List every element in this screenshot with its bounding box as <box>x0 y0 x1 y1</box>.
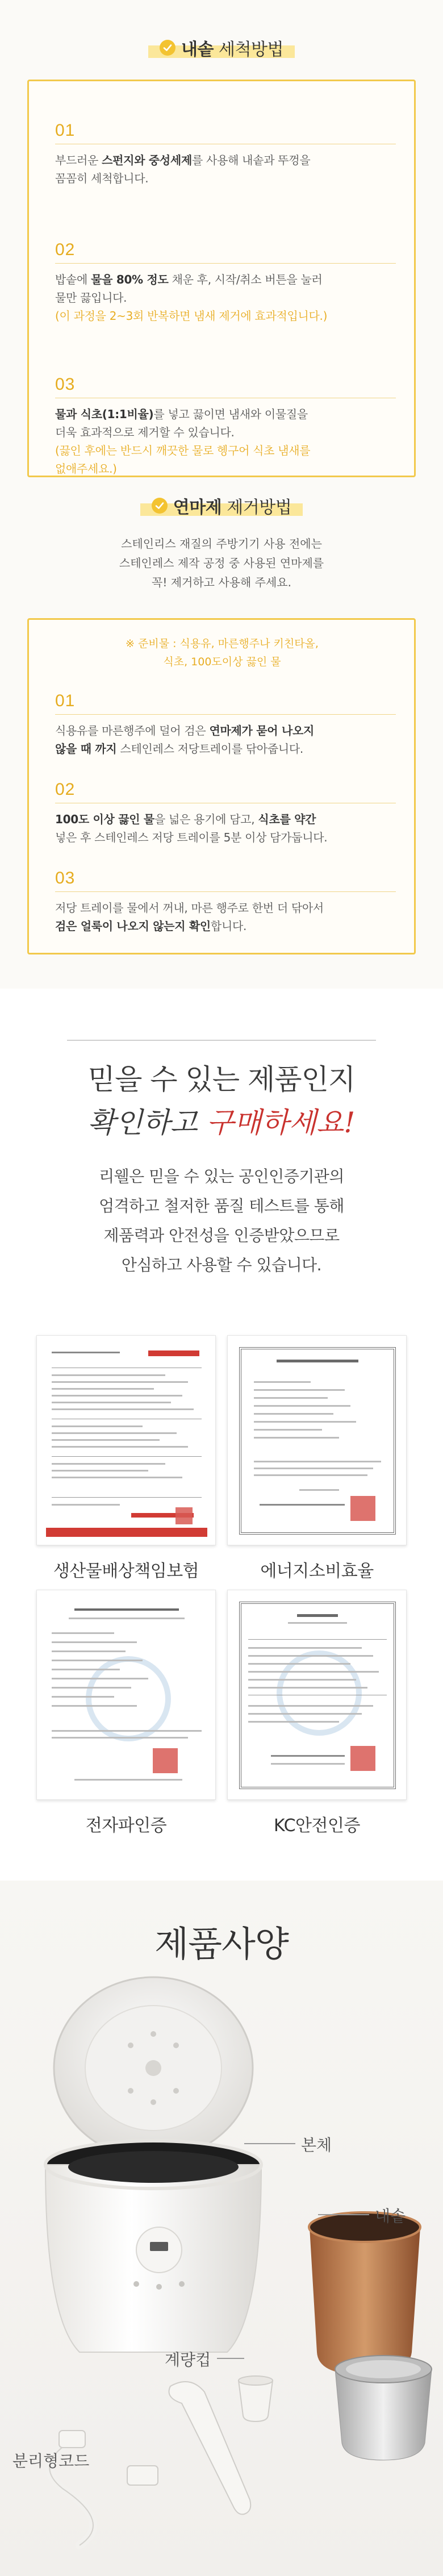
polish-step-3 <box>55 869 396 935</box>
rice-spatula <box>169 2382 251 2514</box>
step-text-bold: 않을 때 까지 <box>55 742 117 756</box>
cert-title-line2 <box>0 1100 443 1141</box>
desc-line: 제품력과 안전성을 인증받았으므로 <box>103 1226 340 1245</box>
pot-heading-rest: 세척방법 <box>219 40 283 60</box>
leader-line <box>217 2358 244 2359</box>
supplies-line: 식초, 100도이상 끓인 물 <box>163 656 281 668</box>
part-label-inner-pot: 내솥 <box>375 2207 406 2225</box>
step-text-bold: 물과 식초(1:1비율) <box>55 407 154 421</box>
cert-label-energy: 에너지소비효율 <box>260 1561 374 1581</box>
cert-image-insurance <box>36 1335 216 1545</box>
pot-step-1 <box>55 121 396 187</box>
desc-line: 리웰은 믿을 수 있는 공인인증기관의 <box>99 1167 344 1186</box>
desc-line: 안심하고 사용할 수 있습니다. <box>121 1256 322 1274</box>
pot-cleaning-heading <box>0 35 443 60</box>
step-text: 물만 끓입니다. <box>55 291 127 305</box>
step-text-bold: 검은 얼룩이 나오지 않는지 확인 <box>55 919 211 933</box>
step-text-bold: 연마제가 묻어 나오지 <box>209 724 315 737</box>
polish-intro <box>0 534 443 592</box>
inner-pot <box>309 2212 420 2375</box>
cert-label-insurance: 생산물배상책임보험 <box>53 1561 199 1581</box>
pot-cleaning-box <box>27 80 416 477</box>
cert-image-kc-safety <box>227 1590 407 1800</box>
pot-step-2 <box>55 240 396 325</box>
section-divider <box>67 1040 376 1041</box>
step-text: 를 사용해 내솥과 뚜껑을 <box>191 153 311 167</box>
polish-step-1 <box>55 691 396 758</box>
step-text: 를 넣고 끓이면 냄새와 이물질을 <box>153 407 308 421</box>
step-text: 저당 트레이를 물에서 꺼내, 마른 행주로 한번 더 닦아서 <box>55 901 324 915</box>
step-text: 스테인레스 저당트레이를 닦아줍니다. <box>116 742 303 756</box>
intro-line: 스테인레스 제작 공정 중 사용된 연마제를 <box>119 556 324 570</box>
leader-line <box>244 2143 295 2144</box>
part-label-body: 본체 <box>301 2136 332 2154</box>
polish-heading-bold: 연마제 <box>173 498 222 518</box>
step-text: 식용유를 마른행주에 덜어 검은 <box>55 724 210 737</box>
spec-title: 제품사양 <box>154 1923 289 1965</box>
pot-step-3 <box>55 375 396 478</box>
cert-image-energy <box>227 1335 407 1545</box>
power-cord <box>49 2431 158 2545</box>
cert-title-highlight: 구매하세요! <box>206 1106 356 1139</box>
step-note: 없애주세요.) <box>55 462 117 476</box>
step-text: 꼼꼼히 세척합니다. <box>55 172 149 185</box>
step-text: 더욱 효과적으로 제거할 수 있습니다. <box>55 426 235 439</box>
pot-heading-bold: 내솥 <box>181 40 214 60</box>
leader-line <box>318 2214 369 2215</box>
care-section <box>0 0 443 989</box>
rice-cooker-illustration <box>0 1954 443 2576</box>
step-number: 01 <box>55 121 76 140</box>
polish-removal-heading <box>0 493 443 518</box>
step-text-bold: 스펀지와 중성세제 <box>102 153 192 167</box>
step-note: (이 과정을 2~3회 반복하면 냄새 제거에 효과적입니다.) <box>55 309 328 323</box>
part-label-measuring-cup: 계량컵 <box>165 2350 211 2369</box>
polish-step-2 <box>55 780 396 847</box>
step-number: 02 <box>55 240 76 259</box>
step-text: 채운 후, 시작/취소 버튼을 눌러 <box>168 273 323 286</box>
step-text-bold: 물을 80% 정도 <box>91 273 169 286</box>
supplies-line: ※ 준비물 : 식용유, 마른행주나 키친타올, <box>126 637 319 650</box>
cert-title-part: 확인하고 <box>87 1106 207 1139</box>
step-text-bold: 100도 이상 끓인 물 <box>55 812 154 826</box>
cooker-body <box>45 2141 261 2352</box>
step-text: 부드러운 <box>55 153 102 167</box>
part-label-detachable-cord: 분리형코드 <box>12 2452 90 2470</box>
cooker-lid <box>54 1977 253 2159</box>
cert-image-emc <box>36 1590 216 1800</box>
step-number: 03 <box>55 375 76 394</box>
cert-description <box>0 1162 443 1280</box>
polish-removal-box <box>27 618 416 954</box>
cert-label-kc-safety: KC안전인증 <box>274 1816 360 1836</box>
step-text: 합니다. <box>210 919 247 933</box>
check-circle-icon <box>160 40 175 56</box>
step-text: 을 넓은 용기에 담고, <box>154 812 258 826</box>
supplies-note <box>29 635 415 671</box>
spec-section <box>0 1881 443 2576</box>
step-text: 넣은 후 스테인레스 저당 트레이를 5분 이상 담가둡니다. <box>55 831 328 844</box>
polish-heading-rest: 제거방법 <box>227 498 292 518</box>
step-number: 02 <box>55 780 76 799</box>
step-text: 밥솥에 <box>55 273 91 286</box>
step-number: 03 <box>55 869 76 887</box>
intro-line: 스테인리스 재질의 주방기기 사용 전에는 <box>121 537 322 551</box>
cert-label-emc: 전자파인증 <box>85 1816 167 1836</box>
certification-section <box>0 989 443 1881</box>
step-text-bold: 식초를 약간 <box>258 812 316 826</box>
step-note: (끓인 후에는 반드시 깨끗한 물로 헹구어 식초 냄새를 <box>55 444 311 457</box>
desc-line: 엄격하고 철저한 품질 테스트를 통해 <box>99 1197 344 1215</box>
cert-title-line1: 믿을 수 있는 제품인지 <box>87 1063 356 1096</box>
check-circle-icon <box>152 498 168 514</box>
measuring-cup <box>239 2376 273 2421</box>
steel-tray <box>335 2356 432 2460</box>
intro-line: 꼭! 제거하고 사용해 주세요. <box>152 576 291 589</box>
step-number: 01 <box>55 691 76 710</box>
